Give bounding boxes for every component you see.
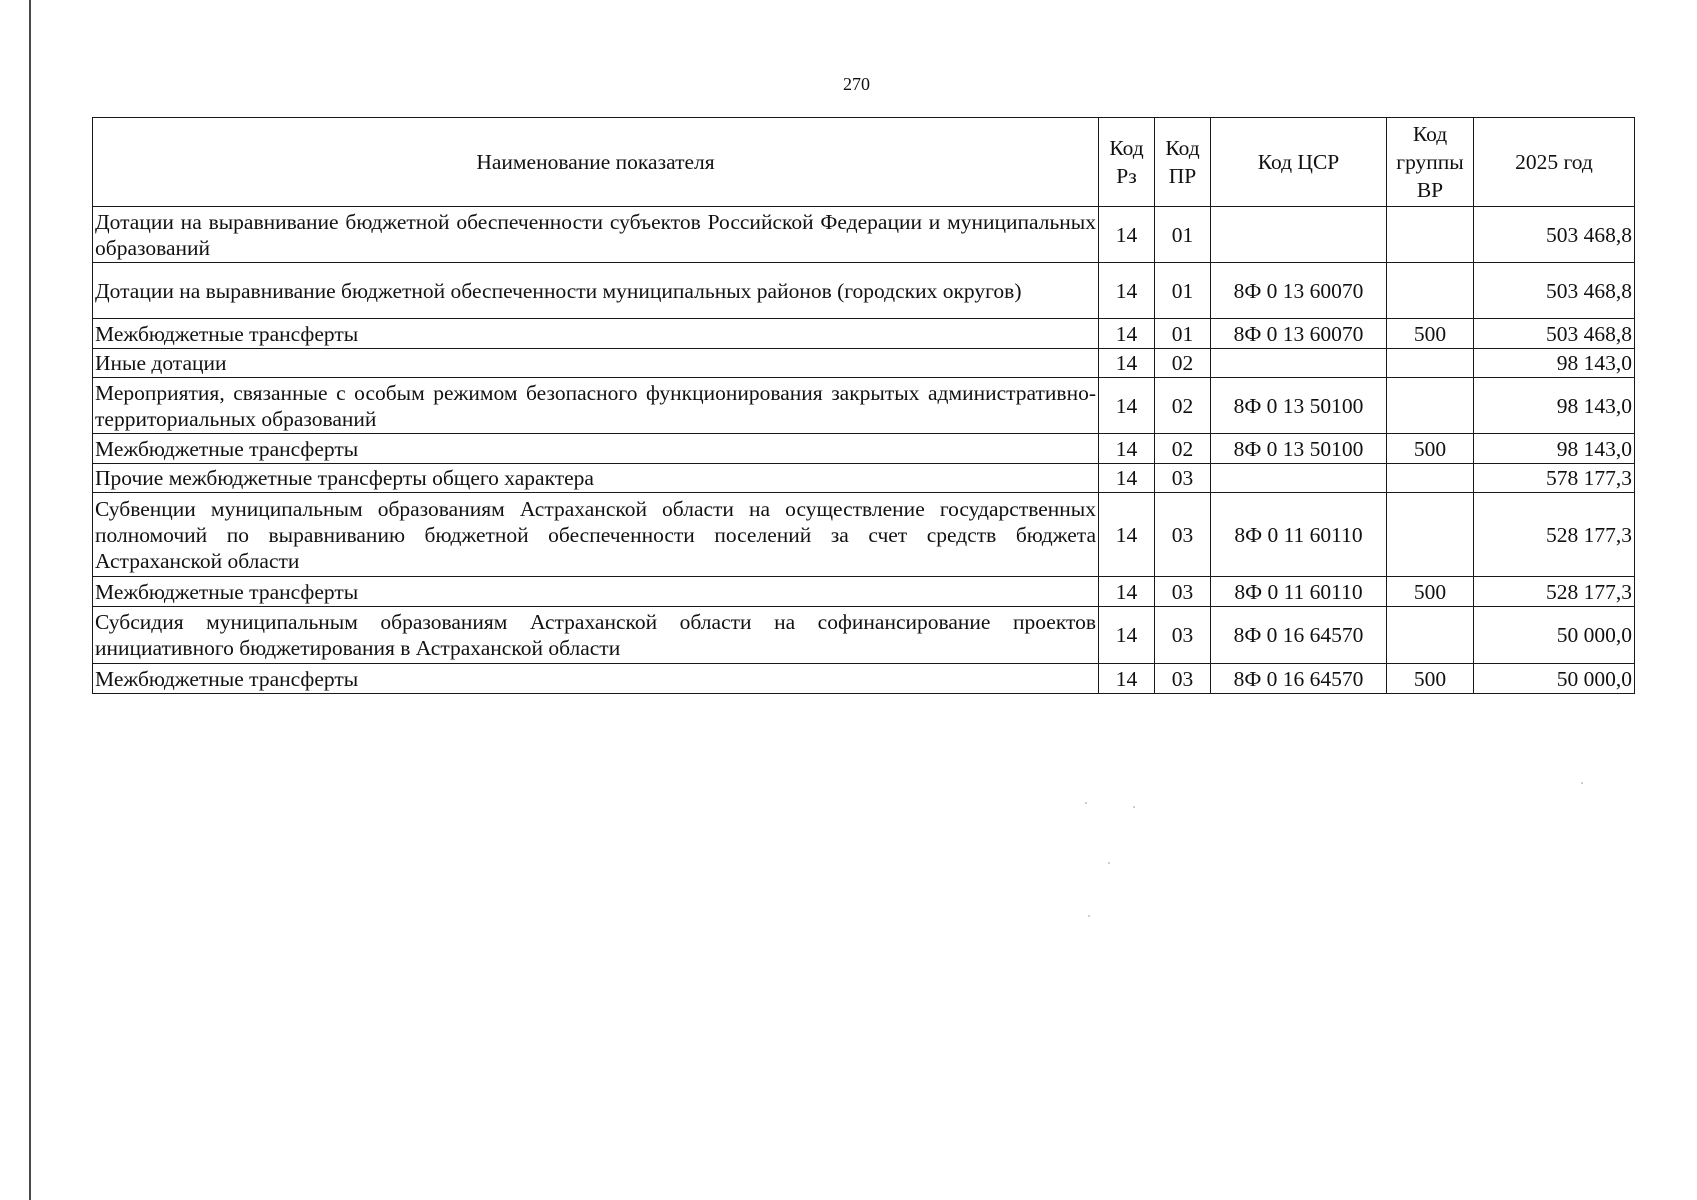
row-amount: 528 177,3 xyxy=(1474,577,1635,607)
row-pr: 02 xyxy=(1155,349,1211,378)
row-rz: 14 xyxy=(1099,349,1155,378)
header-rz: Код Рз xyxy=(1099,118,1155,207)
row-name: Межбюджетные трансферты xyxy=(93,434,1099,464)
table-row xyxy=(93,319,1635,349)
row-csr: 8Ф 0 16 64570 xyxy=(1211,607,1387,664)
row-csr: 8Ф 0 13 60070 xyxy=(1211,263,1387,319)
row-pr: 03 xyxy=(1155,464,1211,493)
row-vr: 500 xyxy=(1387,319,1474,349)
scan-speck xyxy=(1108,862,1110,864)
row-pr: 01 xyxy=(1155,263,1211,319)
row-amount: 503 468,8 xyxy=(1474,207,1635,263)
row-pr: 02 xyxy=(1155,434,1211,464)
row-name: Субсидия муниципальным образованиям Астраханской области на софинансирование проектов инициативного бюджетирования в Астраханской области xyxy=(93,607,1099,664)
header-name: Наименование показателя xyxy=(93,118,1099,207)
table-body xyxy=(93,207,1635,694)
row-rz: 14 xyxy=(1099,493,1155,577)
row-name: Субвенции муниципальным образованиям Астраханской области на осуществление государственных полномочий по выравниванию бюджетной обеспеченности поселений за счет средств бюджета Астраханской области xyxy=(93,493,1099,577)
row-pr: 02 xyxy=(1155,378,1211,434)
row-amount: 50 000,0 xyxy=(1474,664,1635,694)
row-name: Дотации на выравнивание бюджетной обеспеченности муниципальных районов (городских округов) xyxy=(93,263,1099,319)
row-csr xyxy=(1211,207,1387,263)
budget-table xyxy=(92,117,1635,694)
row-csr xyxy=(1211,349,1387,378)
header-year: 2025 год xyxy=(1474,118,1635,207)
row-name: Межбюджетные трансферты xyxy=(93,664,1099,694)
row-vr: 500 xyxy=(1387,577,1474,607)
row-rz: 14 xyxy=(1099,319,1155,349)
row-name: Иные дотации xyxy=(93,349,1099,378)
table-row xyxy=(93,434,1635,464)
row-vr xyxy=(1387,207,1474,263)
table-row xyxy=(93,664,1635,694)
row-pr: 03 xyxy=(1155,664,1211,694)
row-amount: 98 143,0 xyxy=(1474,378,1635,434)
row-amount: 50 000,0 xyxy=(1474,607,1635,664)
table-row xyxy=(93,493,1635,577)
row-name: Мероприятия, связанные с особым режимом безопасного функционирования закрытых административно-территориальных образований xyxy=(93,378,1099,434)
row-amount: 503 468,8 xyxy=(1474,319,1635,349)
row-pr: 01 xyxy=(1155,207,1211,263)
table-row xyxy=(93,607,1635,664)
scan-speck xyxy=(1133,806,1135,808)
scan-speck xyxy=(1085,802,1087,804)
row-vr xyxy=(1387,349,1474,378)
row-vr xyxy=(1387,493,1474,577)
header-csr: Код ЦСР xyxy=(1211,118,1387,207)
row-csr: 8Ф 0 13 60070 xyxy=(1211,319,1387,349)
row-vr xyxy=(1387,607,1474,664)
row-pr: 03 xyxy=(1155,577,1211,607)
row-amount: 98 143,0 xyxy=(1474,434,1635,464)
row-pr: 03 xyxy=(1155,607,1211,664)
page-number: 270 xyxy=(843,74,870,94)
row-rz: 14 xyxy=(1099,464,1155,493)
row-rz: 14 xyxy=(1099,577,1155,607)
scan-speck xyxy=(1581,782,1583,784)
row-name: Межбюджетные трансферты xyxy=(93,577,1099,607)
row-csr: 8Ф 0 11 60110 xyxy=(1211,577,1387,607)
row-name: Межбюджетные трансферты xyxy=(93,319,1099,349)
row-pr: 03 xyxy=(1155,493,1211,577)
row-vr: 500 xyxy=(1387,664,1474,694)
row-csr: 8Ф 0 13 50100 xyxy=(1211,434,1387,464)
row-rz: 14 xyxy=(1099,664,1155,694)
row-name: Дотации на выравнивание бюджетной обеспеченности субъектов Российской Федерации и муниципальных образований xyxy=(93,207,1099,263)
table-row xyxy=(93,464,1635,493)
row-vr xyxy=(1387,464,1474,493)
row-csr xyxy=(1211,464,1387,493)
row-rz: 14 xyxy=(1099,207,1155,263)
table-row xyxy=(93,207,1635,263)
scan-edge-line xyxy=(29,0,31,1200)
row-amount: 98 143,0 xyxy=(1474,349,1635,378)
row-pr: 01 xyxy=(1155,319,1211,349)
table-row xyxy=(93,349,1635,378)
row-rz: 14 xyxy=(1099,607,1155,664)
table-row xyxy=(93,378,1635,434)
header-pr: Код ПР xyxy=(1155,118,1211,207)
row-rz: 14 xyxy=(1099,263,1155,319)
header-vr: Код группы ВР xyxy=(1387,118,1474,207)
table-row xyxy=(93,577,1635,607)
table-row xyxy=(93,263,1635,319)
row-vr xyxy=(1387,263,1474,319)
row-name: Прочие межбюджетные трансферты общего характера xyxy=(93,464,1099,493)
row-csr: 8Ф 0 13 50100 xyxy=(1211,378,1387,434)
row-amount: 503 468,8 xyxy=(1474,263,1635,319)
row-csr: 8Ф 0 16 64570 xyxy=(1211,664,1387,694)
scan-speck xyxy=(1088,915,1090,917)
row-vr: 500 xyxy=(1387,434,1474,464)
row-csr: 8Ф 0 11 60110 xyxy=(1211,493,1387,577)
row-vr xyxy=(1387,378,1474,434)
row-rz: 14 xyxy=(1099,378,1155,434)
row-amount: 528 177,3 xyxy=(1474,493,1635,577)
row-rz: 14 xyxy=(1099,434,1155,464)
table-header-row xyxy=(93,118,1635,207)
row-amount: 578 177,3 xyxy=(1474,464,1635,493)
